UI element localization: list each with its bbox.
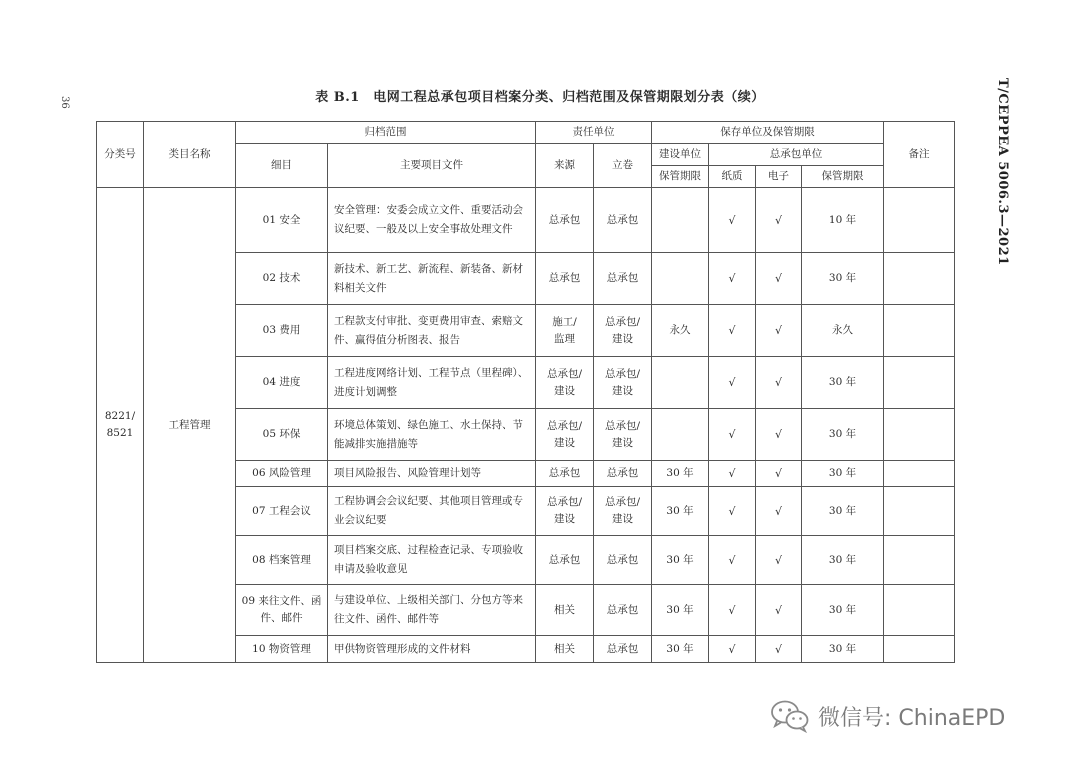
row-detail: 03 费用 — [236, 305, 328, 357]
row-docs: 环境总体策划、绿色施工、水土保持、节能减排实施措施等 — [328, 409, 536, 461]
row-electronic: √ — [756, 357, 802, 409]
row-remarks — [884, 409, 955, 461]
row-source: 施工/ 监理 — [536, 305, 594, 357]
row-remarks — [884, 487, 955, 536]
row-detail: 09 来往文件、函件、邮件 — [236, 585, 328, 636]
row-filing: 总承包/ 建设 — [594, 305, 652, 357]
row-remarks — [884, 188, 955, 253]
row-electronic: √ — [756, 636, 802, 663]
row-remarks — [884, 461, 955, 487]
row-owner-period — [652, 188, 709, 253]
row-docs: 项目档案交底、过程检查记录、专项验收申请及验收意见 — [328, 536, 536, 585]
header-detail: 细目 — [236, 144, 328, 188]
row-epc-period: 30 年 — [802, 409, 884, 461]
header-archive-scope: 归档范围 — [236, 122, 536, 144]
row-filing: 总承包 — [594, 461, 652, 487]
row-paper: √ — [709, 188, 756, 253]
standard-code: T/CEPPEA 5006.3—2021 — [995, 78, 1010, 266]
row-source: 总承包/ 建设 — [536, 357, 594, 409]
wechat-icon — [770, 699, 810, 733]
row-paper: √ — [709, 461, 756, 487]
row-paper: √ — [709, 487, 756, 536]
row-owner-period: 30 年 — [652, 487, 709, 536]
row-epc-period: 10 年 — [802, 188, 884, 253]
row-remarks — [884, 585, 955, 636]
row-detail: 02 技术 — [236, 253, 328, 305]
row-owner-period: 30 年 — [652, 461, 709, 487]
row-source: 总承包/ 建设 — [536, 409, 594, 461]
row-epc-period: 30 年 — [802, 253, 884, 305]
row-filing: 总承包/ 建设 — [594, 357, 652, 409]
header-retention: 保存单位及保管期限 — [652, 122, 884, 144]
row-docs: 甲供物资管理形成的文件材料 — [328, 636, 536, 663]
category-name: 工程管理 — [144, 188, 236, 663]
row-owner-period — [652, 253, 709, 305]
header-filing: 立卷 — [594, 144, 652, 188]
header-epc-unit: 总承包单位 — [709, 144, 884, 166]
row-owner-period: 30 年 — [652, 585, 709, 636]
row-filing: 总承包 — [594, 585, 652, 636]
header-source: 来源 — [536, 144, 594, 188]
header-responsible-unit: 责任单位 — [536, 122, 652, 144]
row-source: 总承包 — [536, 536, 594, 585]
row-owner-period — [652, 357, 709, 409]
header-category-name: 类目名称 — [144, 122, 236, 188]
header-epc-period: 保管期限 — [802, 166, 884, 188]
row-paper: √ — [709, 409, 756, 461]
row-electronic: √ — [756, 188, 802, 253]
row-epc-period: 30 年 — [802, 636, 884, 663]
row-electronic: √ — [756, 253, 802, 305]
row-remarks — [884, 357, 955, 409]
row-source: 相关 — [536, 636, 594, 663]
row-filing: 总承包 — [594, 636, 652, 663]
row-source: 相关 — [536, 585, 594, 636]
row-epc-period: 30 年 — [802, 357, 884, 409]
row-paper: √ — [709, 305, 756, 357]
row-paper: √ — [709, 585, 756, 636]
watermark — [770, 698, 1005, 734]
header-category-no: 分类号 — [97, 122, 144, 188]
row-detail: 04 进度 — [236, 357, 328, 409]
row-epc-period: 30 年 — [802, 461, 884, 487]
row-electronic: √ — [756, 585, 802, 636]
category-number: 8221/ 8521 — [97, 188, 144, 663]
row-filing: 总承包/ 建设 — [594, 487, 652, 536]
row-owner-period: 30 年 — [652, 636, 709, 663]
table-title: 表 B.1 电网工程总承包项目档案分类、归档范围及保管期限划分表（续） — [315, 90, 765, 105]
row-docs: 工程款支付审批、变更费用审查、索赔文件、赢得值分析图表、报告 — [328, 305, 536, 357]
header-main-docs: 主要项目文件 — [328, 144, 536, 188]
row-filing: 总承包 — [594, 188, 652, 253]
header-owner-period: 保管期限 — [652, 166, 709, 188]
row-docs: 工程协调会会议纪要、其他项目管理或专业会议纪要 — [328, 487, 536, 536]
row-paper: √ — [709, 357, 756, 409]
row-owner-period: 永久 — [652, 305, 709, 357]
row-epc-period: 30 年 — [802, 487, 884, 536]
row-docs: 与建设单位、上级相关部门、分包方等来往文件、函件、邮件等 — [328, 585, 536, 636]
watermark-text: 微信号: ChinaEPD — [818, 705, 1006, 731]
header-paper: 纸质 — [709, 166, 756, 188]
row-detail: 08 档案管理 — [236, 536, 328, 585]
header-remarks: 备注 — [884, 122, 955, 188]
row-paper: √ — [709, 636, 756, 663]
row-electronic: √ — [756, 487, 802, 536]
row-detail: 07 工程会议 — [236, 487, 328, 536]
row-docs: 新技术、新工艺、新流程、新装备、新材料相关文件 — [328, 253, 536, 305]
page-number: 36 — [59, 96, 70, 109]
table-row — [97, 188, 955, 253]
row-filing: 总承包 — [594, 253, 652, 305]
archive-classification-table — [96, 121, 955, 663]
row-filing: 总承包 — [594, 536, 652, 585]
header-owner-unit: 建设单位 — [652, 144, 709, 166]
row-remarks — [884, 536, 955, 585]
row-remarks — [884, 636, 955, 663]
row-source: 总承包 — [536, 253, 594, 305]
row-paper: √ — [709, 536, 756, 585]
row-remarks — [884, 305, 955, 357]
row-owner-period — [652, 409, 709, 461]
row-epc-period: 30 年 — [802, 536, 884, 585]
row-source: 总承包 — [536, 188, 594, 253]
row-source: 总承包 — [536, 461, 594, 487]
row-epc-period: 30 年 — [802, 585, 884, 636]
row-detail: 01 安全 — [236, 188, 328, 253]
header-electronic: 电子 — [756, 166, 802, 188]
row-electronic: √ — [756, 461, 802, 487]
table-body — [97, 188, 955, 663]
row-paper: √ — [709, 253, 756, 305]
row-docs: 工程进度网络计划、工程节点（里程碑）、进度计划调整 — [328, 357, 536, 409]
row-docs: 项目风险报告、风险管理计划等 — [328, 461, 536, 487]
row-electronic: √ — [756, 536, 802, 585]
row-remarks — [884, 253, 955, 305]
row-detail: 10 物资管理 — [236, 636, 328, 663]
row-owner-period: 30 年 — [652, 536, 709, 585]
row-epc-period: 永久 — [802, 305, 884, 357]
row-electronic: √ — [756, 305, 802, 357]
row-detail: 05 环保 — [236, 409, 328, 461]
row-electronic: √ — [756, 409, 802, 461]
row-detail: 06 风险管理 — [236, 461, 328, 487]
row-source: 总承包/ 建设 — [536, 487, 594, 536]
row-filing: 总承包/ 建设 — [594, 409, 652, 461]
row-docs: 安全管理：安委会成立文件、重要活动会议纪要、一般及以上安全事故处理文件 — [328, 188, 536, 253]
